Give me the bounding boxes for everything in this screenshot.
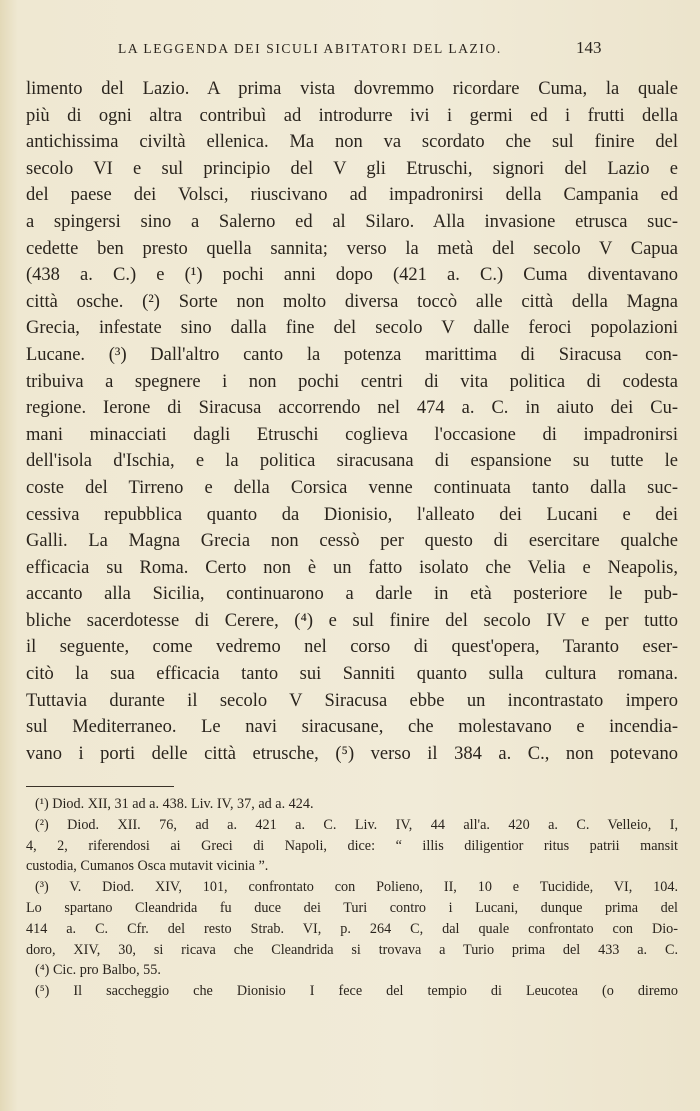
footnotes: [26, 794, 678, 1002]
text-line: dell'isola d'Ischia, e la politica siracusana di espansione su tutte le: [26, 451, 678, 472]
text-line: bliche sacerdotesse di Cerere, (⁴) e sul finire del secolo IV e per tutto: [26, 610, 678, 631]
text-line: il seguente, come vedremo nel corso di quest'opera, Taranto eser-: [26, 637, 678, 658]
footnote-line: (³) V. Diod. XIV, 101, confrontato con Polieno, II, 10 e Tucidide, VI, 104.: [35, 879, 678, 896]
text-line: regione. Ierone di Siracusa accorrendo nel 474 a. C. in aiuto dei Cu-: [26, 398, 678, 419]
text-line: del paese dei Volsci, riuscivano ad impadronirsi della Campania ed: [26, 185, 678, 206]
text-line: Grecia, infestate sino dalla fine del secolo V dalle feroci popolazioni: [26, 318, 678, 339]
text-line: accanto alla Sicilia, continuarono a darle in età posteriore le pub-: [26, 584, 678, 605]
text-line: secolo VI e sul principio del V gli Etruschi, signori del Lazio e: [26, 158, 678, 179]
main-text: [26, 76, 678, 767]
text-line: coste del Tirreno e della Corsica venne continuata tanto dalla suc-: [26, 477, 678, 498]
text-line: tribuiva a spegnere i non pochi centri di vita politica di codesta: [26, 371, 678, 392]
text-line: cessiva repubblica quanto da Dionisio, l'alleato dei Lucani e dei: [26, 504, 678, 525]
text-line: (438 a. C.) e (¹) pochi anni dopo (421 a. C.) Cuma diventavano: [26, 265, 678, 286]
text-line: più di ogni altra contribuì ad introdurre ivi i germi ed i frutti della: [26, 105, 678, 126]
footnote-line: (²) Diod. XII. 76, ad a. 421 a. C. Liv. IV, 44 all'a. 420 a. C. Velleio, I,: [35, 816, 678, 833]
text-line: Tuttavia durante il secolo V Siracusa ebbe un incontrastato impero: [26, 690, 678, 711]
footnote-separator: [26, 786, 174, 787]
page-number: 143: [576, 38, 602, 57]
text-line: città osche. (²) Sorte non molto diversa toccò alle città della Magna: [26, 291, 678, 312]
text-line: Galli. La Magna Grecia non cessò per questo di esercitare qualche: [26, 531, 678, 552]
footnote-line: (⁵) Il saccheggio che Dionisio I fece del tempio di Leucotea (o diremo: [35, 983, 678, 1000]
page-header: [0, 38, 700, 62]
text-line: a spingersi sino a Salerno ed al Silaro. Alla invasione etrusca suc-: [26, 211, 678, 232]
text-line: limento del Lazio. A prima vista dovremmo ricordare Cuma, la quale: [26, 79, 678, 99]
footnote-line: 4, 2, riferendosi ai Greci di Napoli, dice: “ illis diligentior ritus patrii mansit: [26, 837, 678, 854]
footnote-line: Lo spartano Cleandrida fu duce dei Turi contro i Lucani, dunque prima del: [26, 899, 678, 916]
running-title: LA LEGGENDA DEI SICULI ABITATORI DEL LAZIO.: [118, 41, 502, 56]
text-line: cedette ben presto quella sannita; verso la metà del secolo V Capua: [26, 238, 678, 259]
text-line: antichissima civiltà ellenica. Ma non va scordato che sul finire del: [26, 132, 678, 153]
footnote-line: doro, XIV, 30, si ricava che Cleandrida si trovava a Turio prima del 433 a. C.: [26, 941, 678, 958]
text-line: efficacia su Roma. Certo non è un fatto isolato che Velia e Neapolis,: [26, 557, 678, 578]
footnote-line: (¹) Diod. XII, 31 ad a. 438. Liv. IV, 37, ad a. 424.: [35, 796, 314, 812]
text-line: sul Mediterraneo. Le navi siracusane, che molestavano e incendia-: [26, 717, 678, 738]
footnote-line: 414 a. C. Cfr. del resto Strab. VI, p. 264 C, dal quale confrontato con Dio-: [26, 920, 678, 937]
text-line: mani minacciati dagli Etruschi coglieva l'occasione di impadronirsi: [26, 424, 678, 445]
footnote-line: (⁴) Cic. pro Balbo, 55.: [35, 962, 161, 979]
text-line: citò la sua efficacia tanto sui Sanniti quanto sulla cultura romana.: [26, 664, 678, 685]
text-line: vano i porti delle città etrusche, (⁵) verso il 384 a. C., non potevano: [26, 743, 678, 764]
footnote-line: custodia, Cumanos Osca mutavit vicinia ”.: [26, 858, 269, 875]
text-line: Lucane. (³) Dall'altro canto la potenza marittima di Siracusa con-: [26, 344, 678, 365]
